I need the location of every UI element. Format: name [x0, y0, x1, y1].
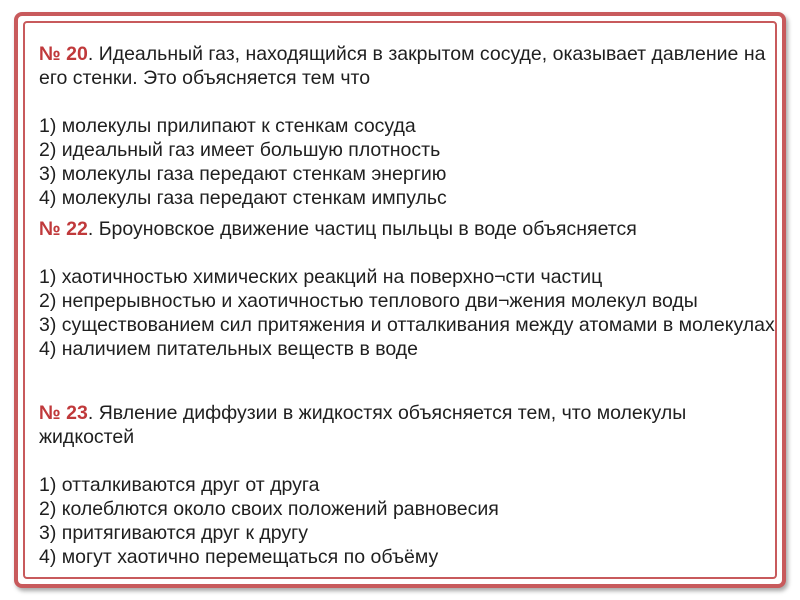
answer-option: 4) наличием питательных веществ в воде [39, 338, 419, 360]
answer-option: 3) притягиваются друг к другу [39, 522, 309, 544]
answer-option: 1) молекулы прилипают к стенкам сосуда [39, 115, 416, 137]
answer-option: 1) хаотичностью химических реакций на поверхно¬сти частиц [39, 266, 603, 288]
question-number: № 23 [39, 402, 88, 424]
slide-inner-border [23, 21, 777, 579]
answer-option: 2) непрерывностью и хаотичностью теплового дви¬жения молекул воды [39, 290, 698, 312]
answer-option: 4) могут хаотично перемещаться по объёму [39, 546, 439, 568]
answer-option: 2) идеальный газ имеет большую плотность [39, 139, 441, 161]
question-text: . Явление диффузии в жидкостях объясняется тем, что молекулы жидкостей [39, 402, 687, 448]
answer-option: 1) отталкиваются друг от друга [39, 474, 320, 496]
question-text: . Идеальный газ, находящийся в закрытом сосуде, оказывает давление на его стенки. Это объясняется тем что [39, 43, 766, 89]
answer-option: 3) существованием сил притяжения и отталкивания между атомами в молекулах [39, 314, 775, 336]
question-number: № 20 [39, 43, 88, 65]
slide-frame [14, 12, 786, 588]
question-22 [39, 217, 779, 361]
question-number: № 22 [39, 218, 88, 240]
question-text: . Броуновское движение частиц пыльцы в воде объясняется [87, 218, 637, 240]
answer-option: 3) молекулы газа передают стенкам энергию [39, 163, 447, 185]
answer-option: 2) колеблются около своих положений равновесия [39, 498, 499, 520]
question-23 [39, 401, 779, 569]
question-20 [39, 42, 779, 210]
answer-option: 4) молекулы газа передают стенкам импульс [39, 187, 447, 209]
